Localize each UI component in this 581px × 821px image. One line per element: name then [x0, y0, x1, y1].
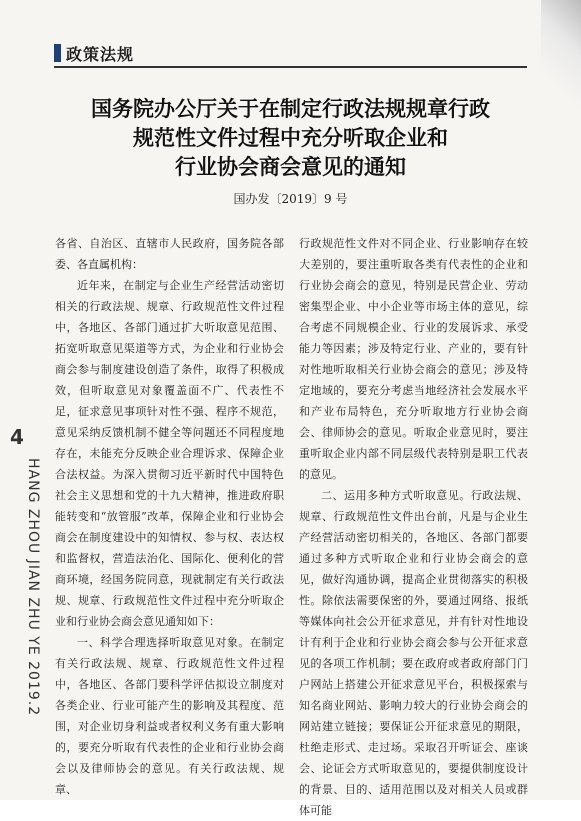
paragraph-section-2: 二、运用多种方式听取意见。行政法规、规章、行政规范性文件出台前，凡是与企业生产经营活动密切相关的，各地区、各部门都要通过多种方式听取企业和行业协会商会的意见，做好沟通协调，提高企业贯彻落实的积极性。除依法需要保密的外，要通过网络、报纸等媒体向社会公开征求意见，并有针对性地设计有利于企业和行业协会商会参与公开征求意见的各项工作机制；要在政府或者政府部门门户网站上搭建公开征求意见平台，积极探索与知名商业网站、影响力较大的行业协会商会的网站建立链接；要保证公开征求意见的期限，杜绝走形式、走过场。采取召开听证会、座谈会、论证会方式听取意见的，要提供制度设计的背景、目的、适用范围以及对相关人员或群体可能 [299, 489, 528, 817]
page-sidebar [8, 425, 41, 717]
paragraph-intro: 近年来，在制定与企业生产经营活动密切相关的行政法规、规章、行政规范性文件过程中，各地区、各部门通过扩大听取意见范围、拓宽听取意见渠道等方式，为企业和行业协会商会参与制度建设创造了条件，取得了积极成效，但听取意见对象覆盖面不广、代表性不足，征求意见事项针对性不强、程序不规范，意见采纳反馈机制不健全等问题还不同程度地存在，未能充分反映企业合理诉求、保障企业合法权益。为深入贯彻习近平新时代中国特色社会主义思想和党的十九大精神，推进政府职能转变和“放管服”改革，保障企业和行业协会商会在制度建设中的知情权、参与权、表达权和监督权，营造法治化、国际化、便利化的营商环境，经国务院同意，现就制定有关行政法规、规章、行政规范性文件过程中充分听取企业和行业协会商会意见通知如下： [55, 279, 284, 628]
page-number: 4 [10, 425, 24, 449]
body-column-right [299, 233, 528, 821]
title-line-1: 国务院办公厅关于在制定行政法规规章行政 [91, 96, 490, 121]
section-title: 政策法规 [66, 45, 135, 64]
paragraph-section-1: 一、科学合理选择听取意见对象。在制定有关行政法规、规章、行政规范性文件过程中，各地区、各部门要科学评估拟设立制度对各类企业、行业可能产生的影响及其程度、范围，对企业切身利益或者权利义务有重大影响的，要充分听取有代表性的企业和行业协会商会以及律师协会的意见。有关行政法规、规章、 [55, 636, 284, 796]
body-column-left [55, 233, 284, 800]
salutation: 各省、自治区、直辖市人民政府，国务院各部委、各直属机构： [55, 237, 284, 271]
title-line-2: 规范性文件过程中充分听取企业和 [133, 125, 448, 150]
title-line-3: 行业协会商会意见的通知 [175, 154, 406, 179]
article-title [54, 94, 527, 181]
paragraph-continued: 行政规范性文件对不同企业、行业影响存在较大差别的，要注重听取各类有代表性的企业和行业协会商会的意见，特别是民营企业、劳动密集型企业、中小企业等市场主体的意见，综合考虑不同规模企业、行业的发展诉求、承受能力等因素；涉及特定行业、产业的，要有针对性地听取相关行业协会商会的意见；涉及特定地域的，要充分考虑当地经济社会发展水平和产业布局特色，充分听取地方行业协会商会、律师协会的意见。听取企业意见时，要注重听取企业内部不同层级代表特别是职工代表的意见。 [299, 237, 528, 481]
section-divider [54, 66, 527, 68]
page-corner-shadow [541, 0, 581, 120]
section-marker [54, 44, 61, 62]
journal-name: HANG ZHOU JIAN ZHU YE 2019.2 [25, 458, 41, 717]
document-number: 国办发〔2019〕9 号 [233, 192, 348, 206]
